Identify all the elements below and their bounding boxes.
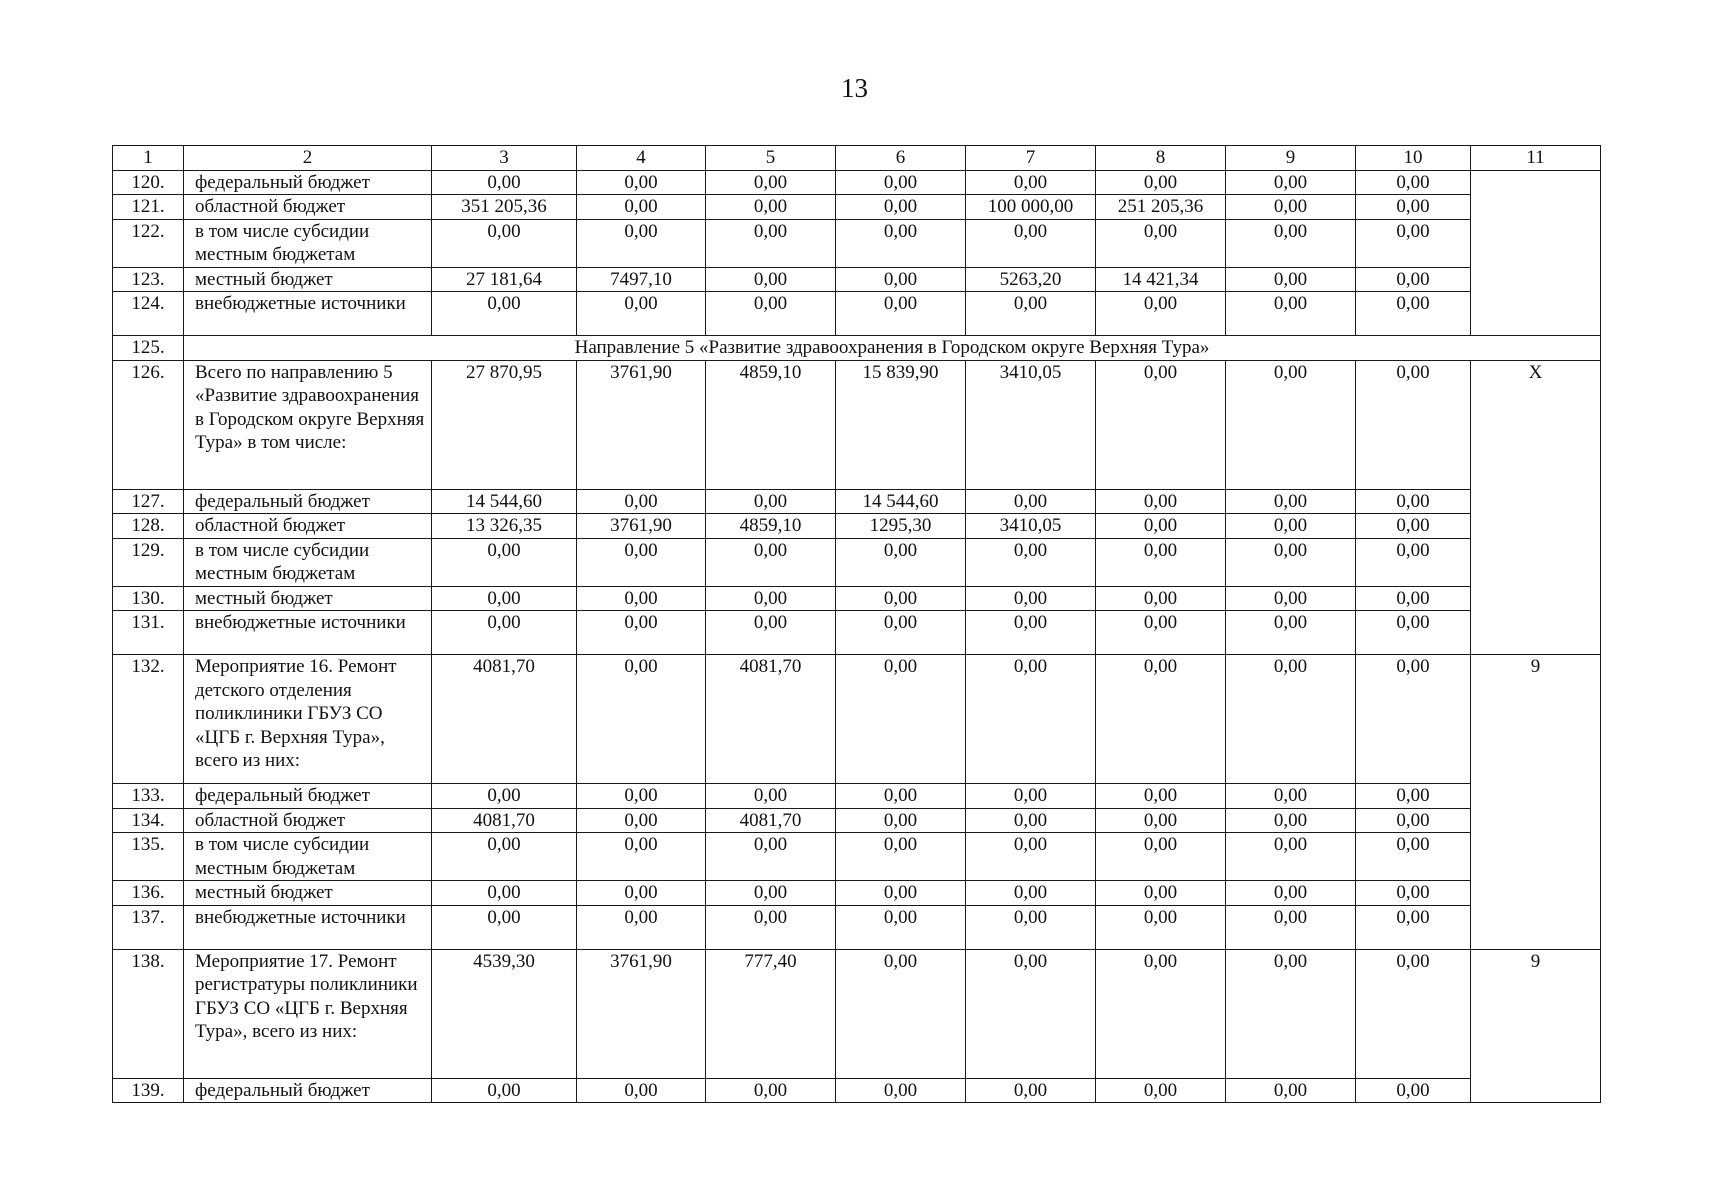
value-cell: 0,00: [1356, 538, 1471, 586]
value-cell: 0,00: [1356, 655, 1471, 784]
value-cell: 0,00: [1226, 360, 1356, 489]
row-number: 138.: [113, 949, 184, 1078]
value-cell: 0,00: [836, 611, 966, 655]
row-number: 133.: [113, 784, 184, 809]
column-header: 9: [1226, 146, 1356, 171]
table-row: [113, 360, 1601, 489]
page-number: 13: [841, 73, 868, 103]
column-header: 5: [706, 146, 836, 171]
table-row: [113, 655, 1601, 784]
value-cell: 3410,05: [966, 360, 1096, 489]
value-cell: 0,00: [836, 949, 966, 1078]
value-cell: 0,00: [1356, 514, 1471, 539]
value-cell: 0,00: [706, 881, 836, 906]
table-row: [113, 538, 1601, 586]
column-header: 4: [577, 146, 706, 171]
row-name: Мероприятие 17. Ремонт регистратуры поликлиники ГБУЗ СО «ЦГБ г. Верхняя Тура», всего из них:: [184, 949, 432, 1078]
value-cell: 0,00: [1226, 170, 1356, 195]
value-cell: 0,00: [432, 833, 577, 881]
value-cell: 0,00: [836, 833, 966, 881]
value-cell: 0,00: [1356, 905, 1471, 949]
value-cell: 0,00: [1356, 1078, 1471, 1103]
value-cell: 0,00: [577, 489, 706, 514]
row-number: 135.: [113, 833, 184, 881]
target-indicator-cell: Х: [1471, 360, 1601, 655]
value-cell: 0,00: [1226, 1078, 1356, 1103]
row-name: областной бюджет: [184, 808, 432, 833]
value-cell: 0,00: [1096, 881, 1226, 906]
value-cell: 0,00: [706, 905, 836, 949]
value-cell: 0,00: [1356, 949, 1471, 1078]
value-cell: 0,00: [1226, 611, 1356, 655]
value-cell: 15 839,90: [836, 360, 966, 489]
value-cell: 0,00: [966, 489, 1096, 514]
row-name: в том числе субсидии местным бюджетам: [184, 833, 432, 881]
value-cell: 0,00: [966, 611, 1096, 655]
value-cell: 0,00: [706, 611, 836, 655]
row-name: Всего по направлению 5 «Развитие здравоохранения в Городском округе Верхняя Тура» в том числе:: [184, 360, 432, 489]
row-name: местный бюджет: [184, 586, 432, 611]
value-cell: 0,00: [1356, 292, 1471, 336]
value-cell: 0,00: [1096, 292, 1226, 336]
table-row: [113, 170, 1601, 195]
row-number: 122.: [113, 219, 184, 267]
row-number: 120.: [113, 170, 184, 195]
table-row: [113, 514, 1601, 539]
value-cell: 0,00: [966, 586, 1096, 611]
value-cell: 27 870,95: [432, 360, 577, 489]
value-cell: 0,00: [966, 538, 1096, 586]
value-cell: 0,00: [577, 784, 706, 809]
column-header: 10: [1356, 146, 1471, 171]
value-cell: 0,00: [432, 784, 577, 809]
value-cell: 0,00: [706, 538, 836, 586]
table-row: [113, 1078, 1601, 1103]
budget-table: [112, 145, 1601, 1103]
table-row: [113, 195, 1601, 220]
value-cell: 0,00: [1096, 514, 1226, 539]
value-cell: 0,00: [1356, 360, 1471, 489]
table-row: [113, 905, 1601, 949]
value-cell: 0,00: [577, 881, 706, 906]
value-cell: 0,00: [966, 1078, 1096, 1103]
value-cell: 0,00: [432, 586, 577, 611]
value-cell: 0,00: [1356, 784, 1471, 809]
table-row: [113, 219, 1601, 267]
column-header: 11: [1471, 146, 1601, 171]
value-cell: 0,00: [836, 267, 966, 292]
table-row: [113, 336, 1601, 361]
row-number: 139.: [113, 1078, 184, 1103]
value-cell: 0,00: [432, 170, 577, 195]
value-cell: 0,00: [966, 292, 1096, 336]
table-row: [113, 808, 1601, 833]
value-cell: 14 544,60: [432, 489, 577, 514]
value-cell: 4859,10: [706, 514, 836, 539]
value-cell: 0,00: [706, 195, 836, 220]
value-cell: 0,00: [1226, 655, 1356, 784]
value-cell: 0,00: [836, 538, 966, 586]
value-cell: 14 544,60: [836, 489, 966, 514]
table-row: [113, 881, 1601, 906]
value-cell: 0,00: [836, 292, 966, 336]
value-cell: 0,00: [966, 784, 1096, 809]
value-cell: 0,00: [1096, 170, 1226, 195]
value-cell: 0,00: [1356, 808, 1471, 833]
column-header: 8: [1096, 146, 1226, 171]
value-cell: 251 205,36: [1096, 195, 1226, 220]
value-cell: 100 000,00: [966, 195, 1096, 220]
row-number: 132.: [113, 655, 184, 784]
value-cell: 0,00: [706, 1078, 836, 1103]
row-number: 126.: [113, 360, 184, 489]
column-header: 7: [966, 146, 1096, 171]
column-header: 6: [836, 146, 966, 171]
value-cell: 0,00: [966, 219, 1096, 267]
header-row: [113, 146, 1601, 171]
value-cell: 0,00: [836, 784, 966, 809]
row-name: местный бюджет: [184, 267, 432, 292]
value-cell: 0,00: [432, 1078, 577, 1103]
row-name: Мероприятие 16. Ремонт детского отделения поликлиники ГБУЗ СО «ЦГБ г. Верхняя Тура», всего из них:: [184, 655, 432, 784]
value-cell: 0,00: [836, 219, 966, 267]
value-cell: 3761,90: [577, 514, 706, 539]
value-cell: 0,00: [1356, 195, 1471, 220]
value-cell: 0,00: [1226, 267, 1356, 292]
value-cell: 0,00: [432, 905, 577, 949]
value-cell: 3761,90: [577, 360, 706, 489]
value-cell: 4081,70: [706, 655, 836, 784]
row-name: федеральный бюджет: [184, 1078, 432, 1103]
value-cell: 0,00: [1096, 489, 1226, 514]
row-name: внебюджетные источники: [184, 611, 432, 655]
value-cell: 4859,10: [706, 360, 836, 489]
value-cell: 0,00: [706, 292, 836, 336]
row-number: 121.: [113, 195, 184, 220]
value-cell: 0,00: [1226, 949, 1356, 1078]
row-name: в том числе субсидии местным бюджетам: [184, 219, 432, 267]
value-cell: 0,00: [432, 292, 577, 336]
row-number: 131.: [113, 611, 184, 655]
value-cell: 0,00: [1096, 905, 1226, 949]
value-cell: 0,00: [966, 808, 1096, 833]
table-row: [113, 292, 1601, 336]
column-header: 2: [184, 146, 432, 171]
value-cell: 27 181,64: [432, 267, 577, 292]
value-cell: 0,00: [577, 538, 706, 586]
value-cell: 0,00: [966, 655, 1096, 784]
value-cell: 0,00: [706, 170, 836, 195]
value-cell: 0,00: [836, 170, 966, 195]
table-row: [113, 489, 1601, 514]
value-cell: 0,00: [577, 170, 706, 195]
value-cell: 0,00: [706, 219, 836, 267]
value-cell: 3761,90: [577, 949, 706, 1078]
value-cell: 0,00: [1356, 586, 1471, 611]
value-cell: 0,00: [836, 881, 966, 906]
row-number: 137.: [113, 905, 184, 949]
row-number: 127.: [113, 489, 184, 514]
column-header: 3: [432, 146, 577, 171]
value-cell: 0,00: [432, 611, 577, 655]
table-row: [113, 949, 1601, 1078]
target-indicator-cell: 9: [1471, 655, 1601, 950]
value-cell: 0,00: [577, 1078, 706, 1103]
value-cell: 0,00: [1096, 538, 1226, 586]
table-row: [113, 267, 1601, 292]
value-cell: 7497,10: [577, 267, 706, 292]
row-name: внебюджетные источники: [184, 905, 432, 949]
value-cell: 0,00: [432, 881, 577, 906]
value-cell: 0,00: [836, 586, 966, 611]
value-cell: 0,00: [1226, 195, 1356, 220]
value-cell: 0,00: [706, 489, 836, 514]
value-cell: 0,00: [577, 808, 706, 833]
table-row: [113, 833, 1601, 881]
value-cell: 0,00: [1226, 784, 1356, 809]
value-cell: 0,00: [577, 586, 706, 611]
value-cell: 1295,30: [836, 514, 966, 539]
row-name: областной бюджет: [184, 195, 432, 220]
value-cell: 0,00: [1226, 292, 1356, 336]
value-cell: 0,00: [577, 611, 706, 655]
value-cell: 0,00: [706, 833, 836, 881]
row-name: федеральный бюджет: [184, 784, 432, 809]
value-cell: 0,00: [577, 195, 706, 220]
value-cell: 0,00: [966, 905, 1096, 949]
value-cell: 3410,05: [966, 514, 1096, 539]
row-name: областной бюджет: [184, 514, 432, 539]
value-cell: 0,00: [1096, 611, 1226, 655]
value-cell: 0,00: [1096, 833, 1226, 881]
value-cell: 0,00: [836, 195, 966, 220]
row-number: 123.: [113, 267, 184, 292]
table-row: [113, 586, 1601, 611]
value-cell: 0,00: [1356, 611, 1471, 655]
row-number: 130.: [113, 586, 184, 611]
value-cell: 0,00: [1226, 489, 1356, 514]
value-cell: 0,00: [706, 267, 836, 292]
value-cell: 0,00: [1356, 489, 1471, 514]
value-cell: 0,00: [836, 1078, 966, 1103]
column-header: 1: [113, 146, 184, 171]
row-number: 136.: [113, 881, 184, 906]
value-cell: 0,00: [1096, 586, 1226, 611]
row-name: федеральный бюджет: [184, 170, 432, 195]
value-cell: 0,00: [1226, 881, 1356, 906]
value-cell: 0,00: [1226, 514, 1356, 539]
value-cell: 0,00: [836, 655, 966, 784]
value-cell: 0,00: [1226, 808, 1356, 833]
row-number: 125.: [113, 336, 184, 361]
value-cell: 0,00: [966, 170, 1096, 195]
value-cell: 0,00: [1356, 881, 1471, 906]
value-cell: 0,00: [1096, 360, 1226, 489]
table-row: [113, 784, 1601, 809]
value-cell: 351 205,36: [432, 195, 577, 220]
value-cell: 0,00: [836, 905, 966, 949]
row-name: в том числе субсидии местным бюджетам: [184, 538, 432, 586]
value-cell: 0,00: [577, 292, 706, 336]
value-cell: 777,40: [706, 949, 836, 1078]
value-cell: 0,00: [966, 833, 1096, 881]
value-cell: 4539,30: [432, 949, 577, 1078]
value-cell: 4081,70: [432, 808, 577, 833]
value-cell: 0,00: [1356, 170, 1471, 195]
value-cell: 0,00: [1096, 949, 1226, 1078]
value-cell: 0,00: [1226, 586, 1356, 611]
value-cell: 0,00: [432, 219, 577, 267]
value-cell: 0,00: [836, 808, 966, 833]
section-title: Направление 5 «Развитие здравоохранения в Городском округе Верхняя Тура»: [184, 336, 1601, 361]
row-name: внебюджетные источники: [184, 292, 432, 336]
value-cell: 0,00: [1096, 219, 1226, 267]
value-cell: 0,00: [577, 655, 706, 784]
value-cell: 0,00: [1356, 833, 1471, 881]
value-cell: 0,00: [1226, 905, 1356, 949]
row-number: 124.: [113, 292, 184, 336]
value-cell: 0,00: [1226, 538, 1356, 586]
value-cell: 0,00: [1356, 219, 1471, 267]
row-number: 134.: [113, 808, 184, 833]
value-cell: 0,00: [706, 784, 836, 809]
value-cell: 0,00: [706, 586, 836, 611]
value-cell: 0,00: [1096, 808, 1226, 833]
value-cell: 0,00: [1226, 833, 1356, 881]
value-cell: 0,00: [1226, 219, 1356, 267]
value-cell: 0,00: [1096, 784, 1226, 809]
row-number: 128.: [113, 514, 184, 539]
row-name: федеральный бюджет: [184, 489, 432, 514]
value-cell: 4081,70: [706, 808, 836, 833]
table-row: [113, 611, 1601, 655]
value-cell: 0,00: [1356, 267, 1471, 292]
value-cell: 0,00: [577, 833, 706, 881]
row-name: местный бюджет: [184, 881, 432, 906]
value-cell: 13 326,35: [432, 514, 577, 539]
value-cell: 0,00: [966, 949, 1096, 1078]
target-indicator-cell: 9: [1471, 949, 1601, 1103]
target-indicator-cell: [1471, 170, 1601, 336]
value-cell: 0,00: [577, 905, 706, 949]
value-cell: 14 421,34: [1096, 267, 1226, 292]
value-cell: 5263,20: [966, 267, 1096, 292]
value-cell: 0,00: [1096, 655, 1226, 784]
value-cell: 0,00: [432, 538, 577, 586]
value-cell: 4081,70: [432, 655, 577, 784]
value-cell: 0,00: [577, 219, 706, 267]
value-cell: 0,00: [1096, 1078, 1226, 1103]
row-number: 129.: [113, 538, 184, 586]
value-cell: 0,00: [966, 881, 1096, 906]
